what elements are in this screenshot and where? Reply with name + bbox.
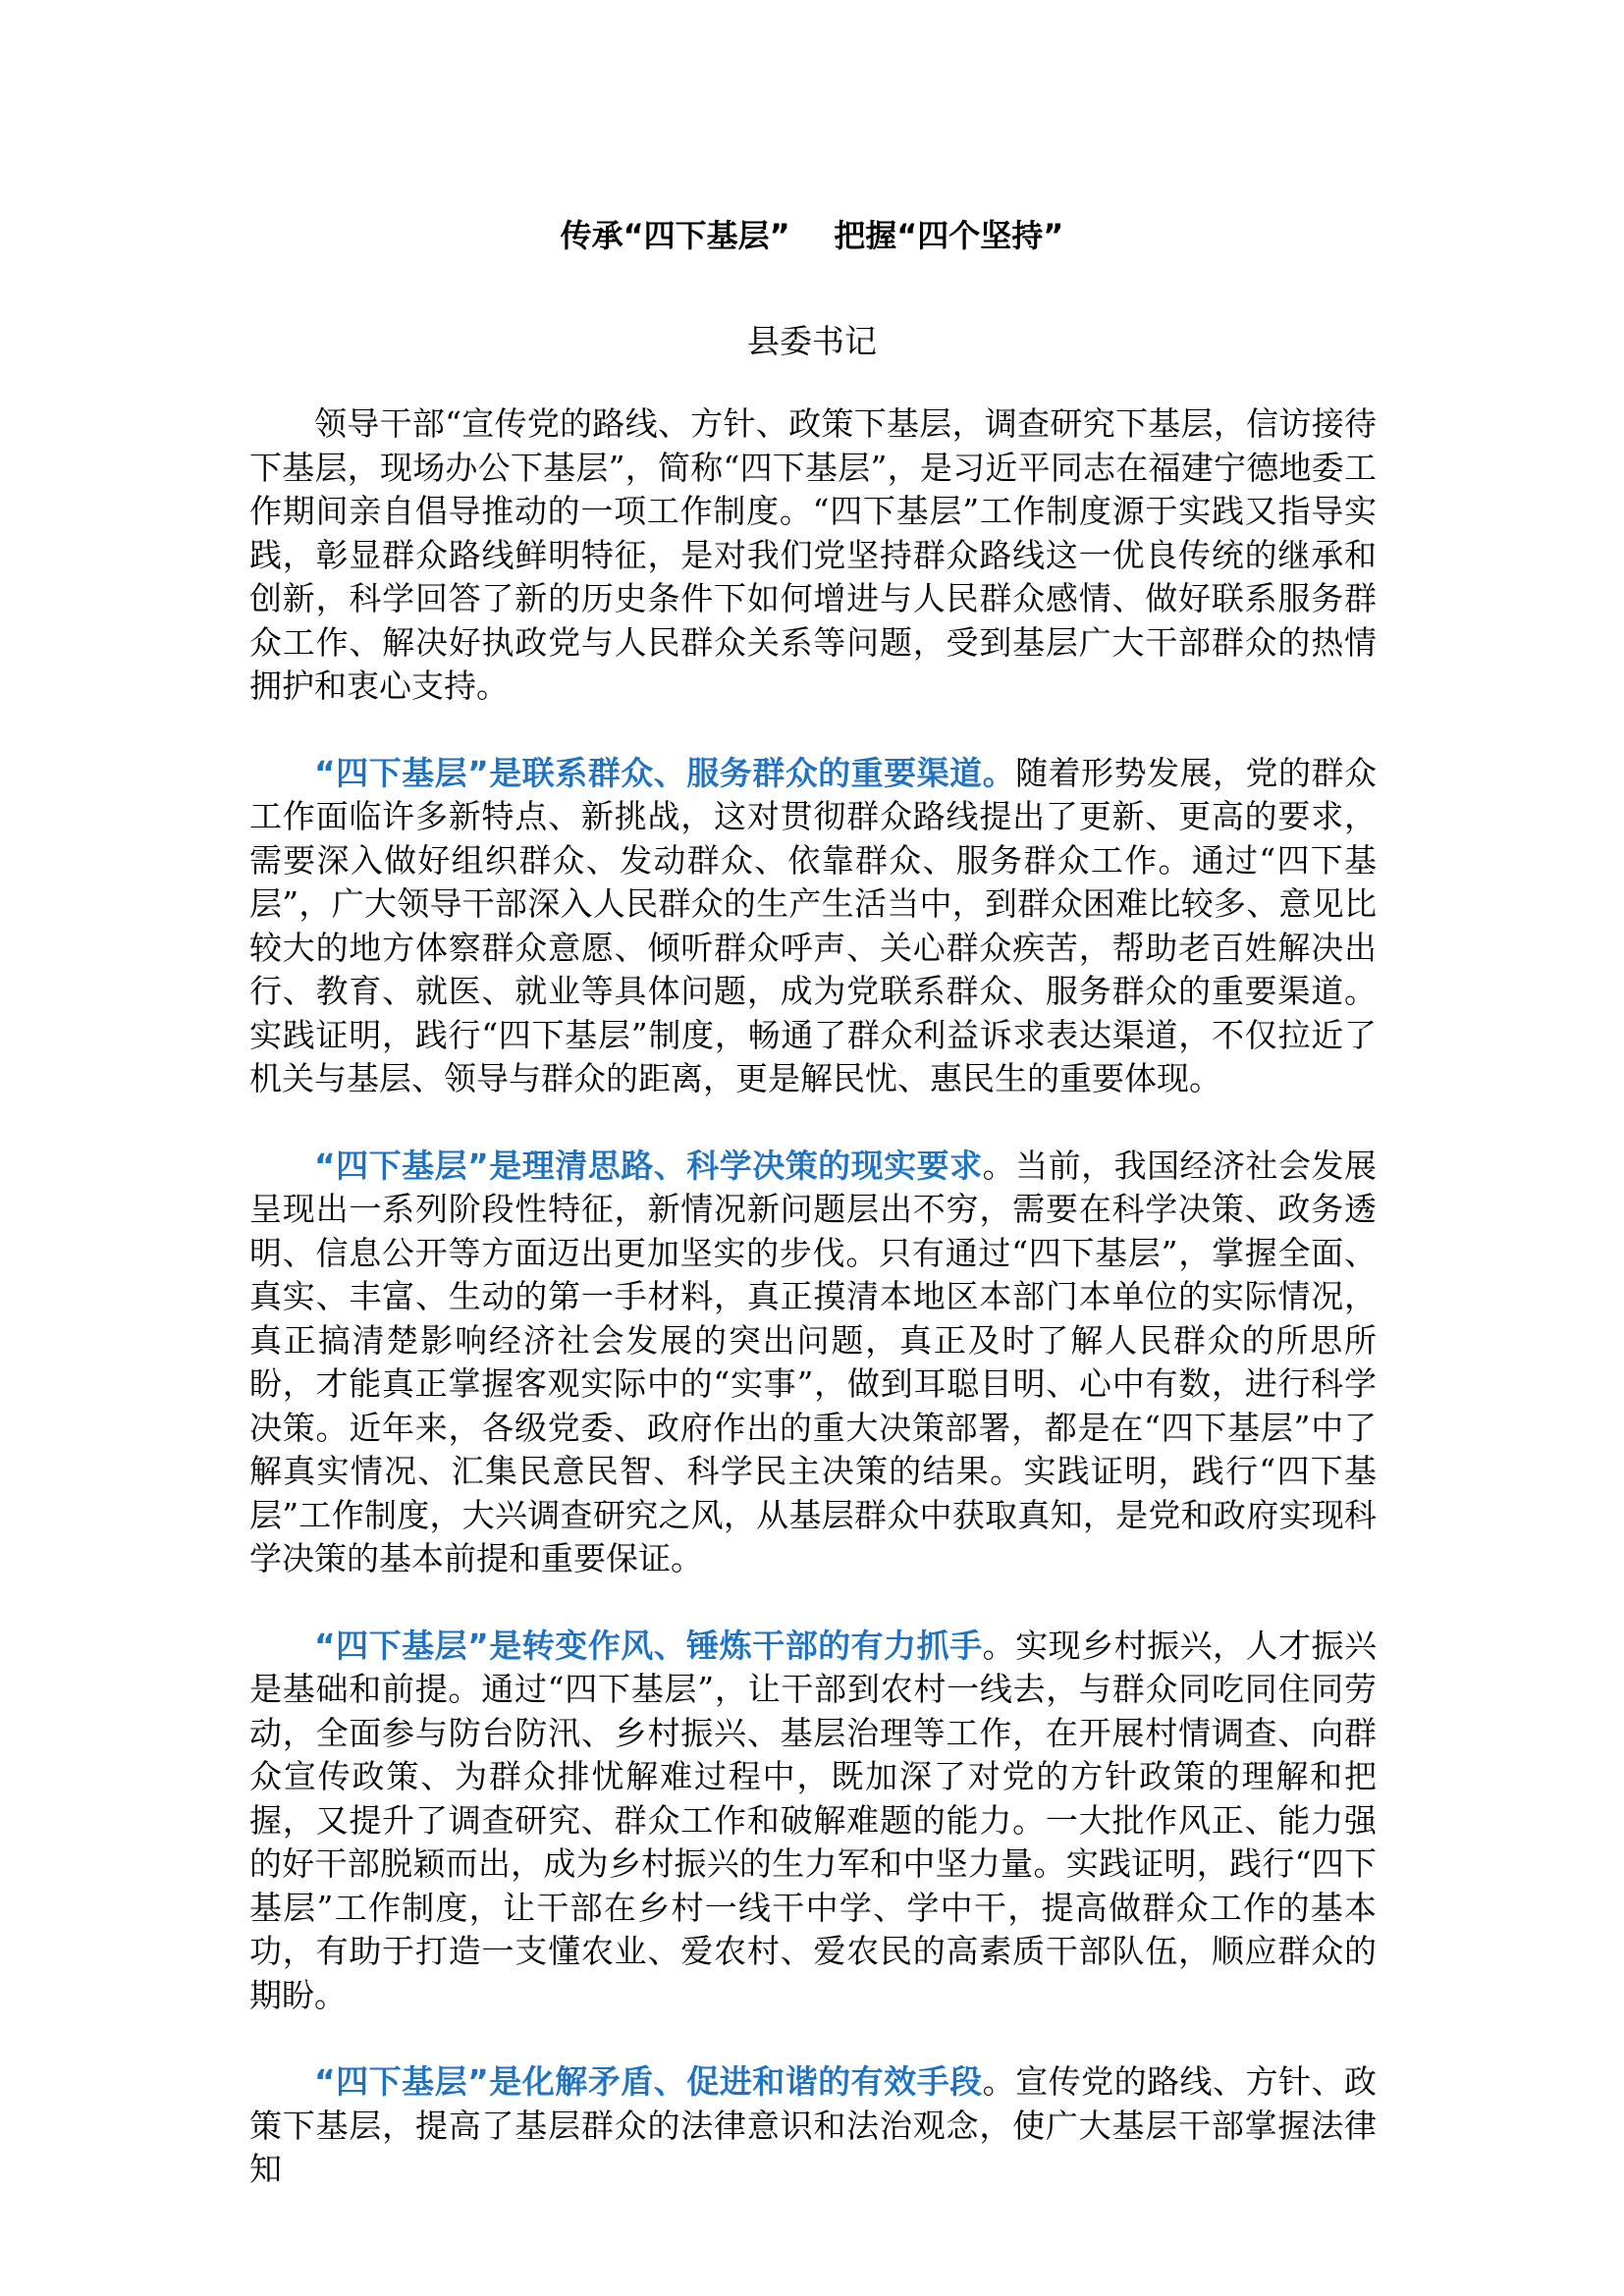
paragraph-heading: “四下基层”是转变作风、锤炼干部的有力抓手 [314, 1626, 983, 1665]
paragraph-text: 。实现乡村振兴，人才振兴是基础和前提。通过“四下基层”，让干部到农村一线去，与群众同吃同住同劳动，全面参与防台防汛、乡村振兴、基层治理等工作，在开展村情调查、向群众宣传政策、为群众排忧解难过程中，既加深了对党的方针政策的理解和把握，又提升了调查研究、群众工作和破解难题的能力。一大批作风正、能力强的好干部脱颖而出，成为乡村振兴的生力军和中坚力量。实践证明，践行“四下基层”工作制度，让干部在乡村一线干中学、学中干，提高做群众工作的基本功，有助于打造一支懂农业、爱农村、爱农民的高素质干部队伍，顺应群众的期盼。 [249, 1626, 1377, 2014]
document-author: 县委书记 [747, 322, 877, 360]
paragraph-text: 。当前，我国经济社会发展呈现出一系列阶段性特征，新情况新问题层出不穷，需要在科学决策、政务透明、信息公开等方面迈出更加坚实的步伐。只有通过“四下基层”，掌握全面、真实、丰富、生动的第一手材料，真正摸清本地区本部门本单位的实际情况，真正搞清楚影响经济社会发展的突出问题，真正及时了解人民群众的所思所盼，才能真正掌握客观实际中的“实事”，做到耳聪目明、心中有数，进行科学决策。近年来，各级党委、政府作出的重大决策部署，都是在“四下基层”中了解真实情况、汇集民意民智、科学民主决策的结果。实践证明，践行“四下基层”工作制度，大兴调查研究之风，从基层群众中获取真知，是党和政府实现科学决策的基本前提和重要保证。 [249, 1146, 1377, 1577]
paragraph-harmony [249, 2060, 1377, 2192]
paragraph-heading: “四下基层”是化解矛盾、促进和谐的有效手段 [314, 2062, 983, 2101]
paragraph-intro [249, 402, 1377, 709]
paragraph-heading: “四下基层”是联系群众、服务群众的重要渠道。 [314, 753, 1016, 792]
paragraph-cadre [249, 1625, 1377, 2018]
paragraph-channel [249, 752, 1377, 1101]
document-body [249, 402, 1377, 2235]
paragraph-text: 领导干部“宣传党的路线、方针、政策下基层，调查研究下基层，信访接待下基层，现场办公下基层”，简称“四下基层”，是习近平同志在福建宁德地委工作期间亲自倡导推动的一项工作制度。“四下基层”工作制度源于实践又指导实践，彰显群众路线鲜明特征，是对我们党坚持群众路线这一优良传统的继承和创新，科学回答了新的历史条件下如何增进与人民群众感情、做好联系服务群众工作、解决好执政党与人民群众关系等问题，受到基层广大干部群众的热情拥护和衷心支持。 [249, 404, 1377, 705]
paragraph-heading: “四下基层”是理清思路、科学决策的现实要求 [314, 1146, 983, 1185]
paragraph-text: 。宣传党的路线、方针、政策下基层，提高了基层群众的法律意识和法治观念，使广大基层干部掌握法律知 [249, 2062, 1377, 2188]
paragraph-text: 随着形势发展，党的群众工作面临许多新特点、新挑战，这对贯彻群众路线提出了更新、更高的要求，需要深入做好组织群众、发动群众、依靠群众、服务群众工作。通过“四下基层”，广大领导干部深入人民群众的生产生活当中，到群众困难比较多、意见比较大的地方体察群众意愿、倾听群众呼声、关心群众疾苦，帮助老百姓解决出行、教育、就医、就业等具体问题，成为党联系群众、服务群众的重要渠道。实践证明，践行“四下基层”制度，畅通了群众利益诉求表达渠道，不仅拉近了机关与基层、领导与群众的距离，更是解民忧、惠民生的重要体现。 [249, 753, 1377, 1097]
paragraph-decision [249, 1145, 1377, 1581]
document-title: 传承“四下基层” 把握“四个坚持” [560, 217, 1064, 254]
